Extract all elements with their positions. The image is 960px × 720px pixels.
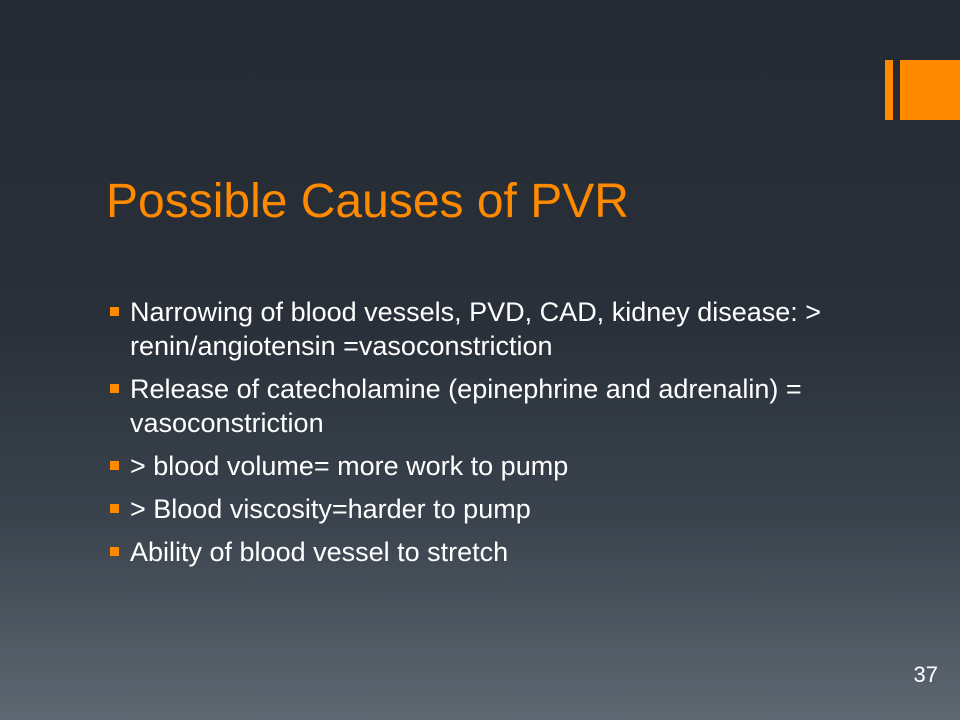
bullet-item <box>110 535 830 569</box>
accent-bar-thin <box>885 60 893 120</box>
bullet-text: Release of catecholamine (epinephrine and adrenalin) = vasoconstriction <box>130 374 802 438</box>
slide-title: Possible Causes of PVR <box>106 175 629 228</box>
square-bullet-icon <box>110 384 119 393</box>
square-bullet-icon <box>110 461 119 470</box>
bullet-item <box>110 492 830 526</box>
bullet-item <box>110 295 830 363</box>
bullet-text: Narrowing of blood vessels, PVD, CAD, kidney disease: > renin/angiotensin =vasoconstriction <box>130 297 822 361</box>
bullet-item <box>110 372 830 440</box>
page-number: 37 <box>913 662 938 687</box>
bullet-list <box>110 295 830 578</box>
bullet-text: Ability of blood vessel to stretch <box>130 537 509 567</box>
square-bullet-icon <box>110 307 119 316</box>
square-bullet-icon <box>110 547 119 556</box>
accent-block <box>900 60 960 120</box>
square-bullet-icon <box>110 504 119 513</box>
bullet-text: > Blood viscosity=harder to pump <box>130 494 531 524</box>
bullet-text: > blood volume= more work to pump <box>130 451 569 481</box>
bullet-item <box>110 449 830 483</box>
